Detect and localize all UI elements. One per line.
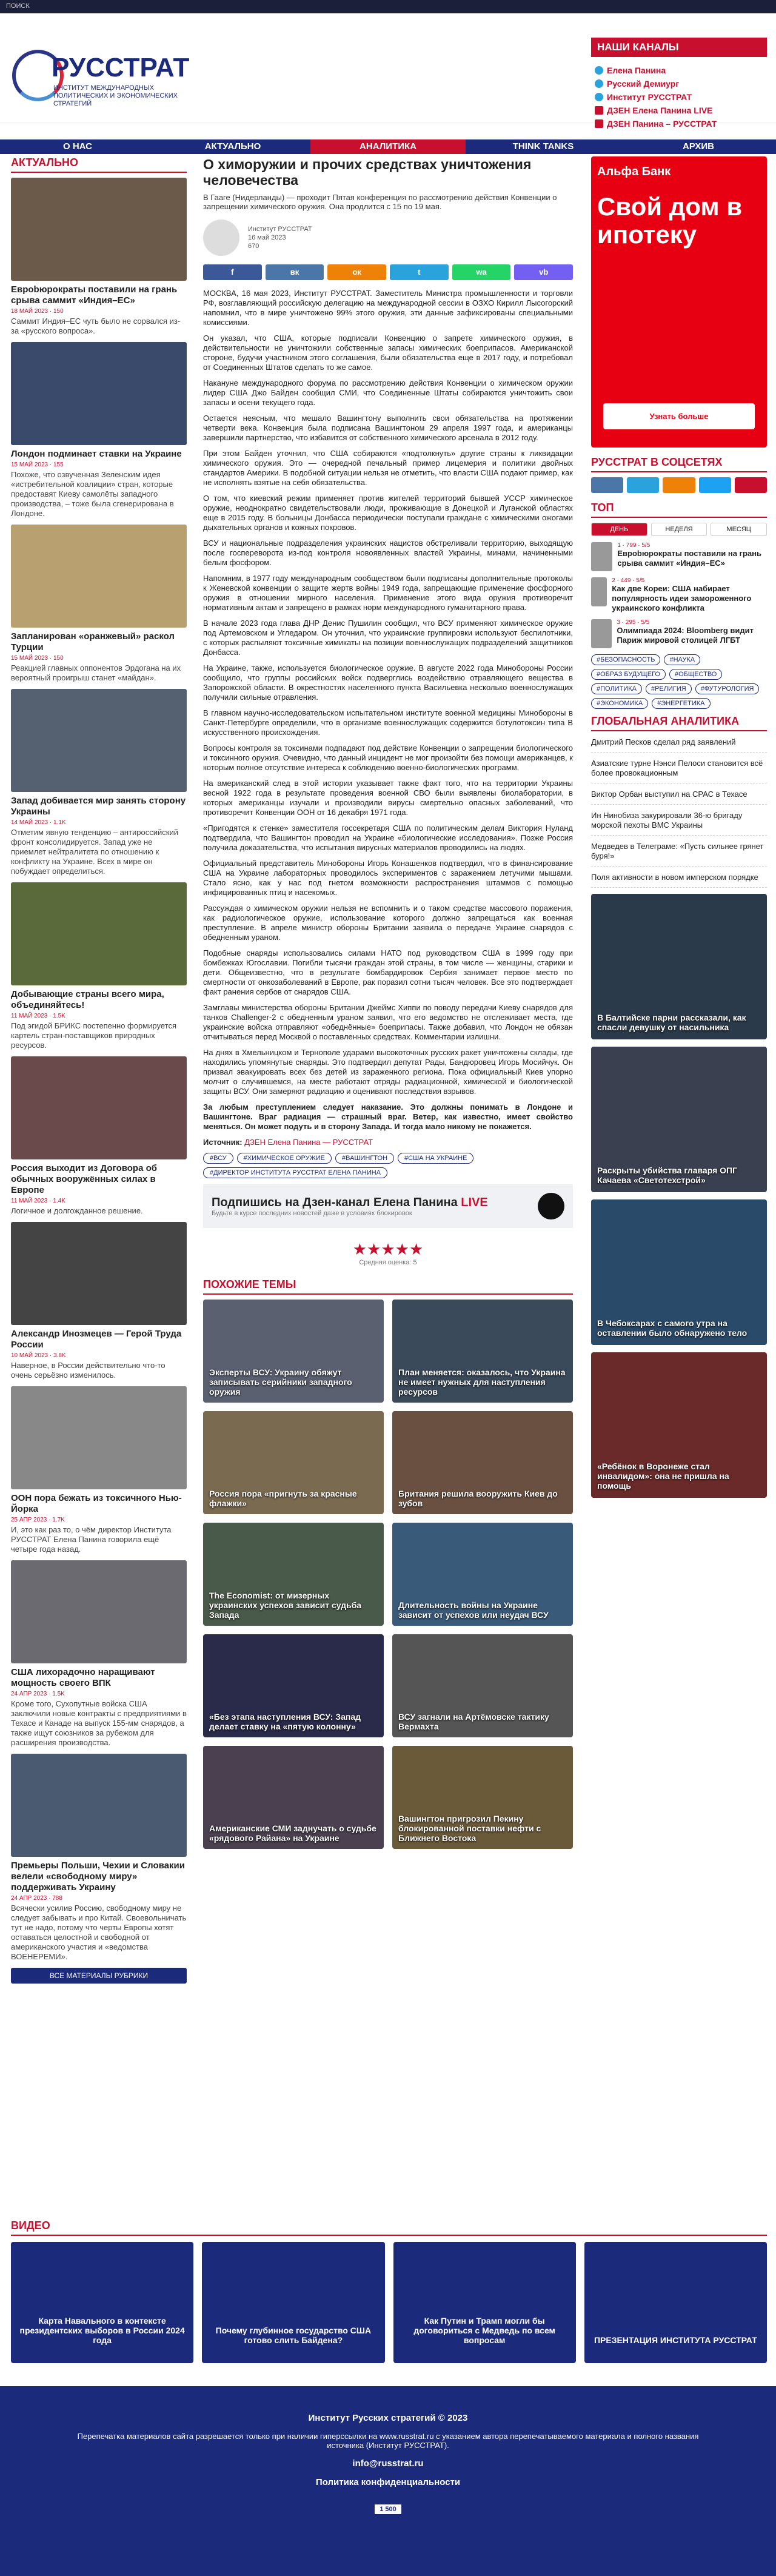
tag[interactable]: #ДИРЕКТОР ИНСТИТУТА РУССТРАТ ЕЛЕНА ПАНИНА	[203, 1167, 387, 1178]
top-meta: 799 · 5/5	[626, 542, 651, 549]
news-image[interactable]	[11, 1754, 187, 1857]
similar-title-text[interactable]: «Без этапа наступления ВСУ: Запад делает ставку на «пятую колонну»	[209, 1712, 361, 1731]
news-meta: 14 МАЙ 2023 · 1.1K	[11, 819, 66, 826]
logo-subtitle: ИНСТИТУТ МЕЖДУНАРОДНЫХ ПОЛИТИЧЕСКИХ И ЭКОНОМИЧЕСКИХ СТРАТЕГИЙ	[53, 84, 178, 107]
twitter-icon[interactable]	[699, 477, 731, 493]
right-card-title[interactable]: В Балтийске парни рассказали, как спасли девушку от насильника	[597, 1013, 746, 1032]
tag[interactable]: #ЭКОНОМИКА	[591, 698, 648, 709]
share-button[interactable]: wa	[452, 264, 511, 280]
channel-link[interactable]	[595, 106, 763, 115]
telegram-icon	[595, 66, 603, 75]
article-paragraph: Подобные снаряды использовались силами НАТО под руководством США в 1999 году при бомбежках Югославии. Погибли тысячи граждан этой страны, в том числе — женщины, старики и дети. Общеизвестно, что в результате бомбардировок Сербия занимает первое место по смертности от онкозаболеваний в Европе, рак поразил сотни тысяч человек. Все это подтверждает факт ранения сербов от снарядов США.	[203, 948, 573, 996]
author-avatar	[203, 220, 239, 256]
channel-label: Елена Панина	[607, 65, 666, 75]
channel-label: ДЗЕН Елена Панина LIVE	[607, 106, 713, 115]
global-item[interactable]: Виктор Орбан выступил на СРАС в Техасе	[591, 790, 767, 805]
similar-card[interactable]	[203, 1634, 384, 1737]
share-button[interactable]: ок	[327, 264, 386, 280]
news-meta: 24 АПР 2023 · 1.5K	[11, 1691, 65, 1697]
footer-rights: Перепечатка материалов сайта разрешается только при наличии гиперссылки на www.russtrat.ru с указанием автора перепечатываемого материала и полного названия источника (Институт РУССТРАТ).	[77, 2432, 699, 2450]
left-news-card[interactable]	[11, 882, 187, 1050]
news-meta: 11 МАЙ 2023 · 1.5K	[11, 1013, 65, 1019]
news-title[interactable]: Россия выходит из Договора об обычных вооружённых силах в Европе	[11, 1163, 158, 1195]
similar-title-text[interactable]: Вашингтон пригрозил Пекину блокированной поставки нефти с Ближнего Востока	[398, 1814, 541, 1843]
similar-grid	[203, 1300, 573, 1849]
top-meta: 449 · 5/5	[620, 577, 645, 584]
ad-banner[interactable]	[591, 156, 767, 448]
video-title-text[interactable]: Карта Навального в контексте президентских выборов в России 2024 года	[19, 2316, 185, 2345]
article-views: 670	[248, 243, 259, 250]
similar-title-text[interactable]: Эксперты ВСУ: Украину обяжут записывать серийники западного оружия	[209, 1367, 352, 1397]
global-item[interactable]: Ин Нинобиза закурировали 36-ю бригаду морской пехоты ВМС Украины	[591, 811, 767, 836]
similar-title-text[interactable]: Россия пора «пригнуть за красные флажки»	[209, 1489, 357, 1508]
similar-card[interactable]	[203, 1746, 384, 1849]
similar-title-text[interactable]: ВСУ загнали на Артёмовске тактику Вермахта	[398, 1712, 549, 1731]
right-card-title[interactable]: Раскрыты убийства главаря ОПГ Качаева «Светотехстрой»	[597, 1166, 738, 1185]
similar-card[interactable]	[392, 1300, 573, 1403]
left-news-card[interactable]	[11, 1222, 187, 1380]
footer-counter: 1 500	[375, 2504, 401, 2514]
article-paragraph: При этом Байден уточнил, что США собираются «подтолкнуть» другие страны к ликвидации химического оружия. Это — очередной печальный пример лицемерия и политики двойных стандартов Америки. В подобной ситуации нельзя не отметить, что власти США подают пример, как не исполнять взятые на себя обязательства.	[203, 449, 573, 487]
rating-text: Средняя оценка: 5	[359, 1259, 417, 1266]
video-title-text[interactable]: Почему глубинное государство США готово слить Байдена?	[215, 2326, 372, 2345]
news-title[interactable]: Запланирован «оранжевый» раскол Турции	[11, 631, 175, 652]
footer-email[interactable]: info@russtrat.ru	[352, 2458, 424, 2469]
dzen-icon	[595, 119, 603, 128]
news-title[interactable]: Премьеры Польши, Чехии и Словакии велели «свободному миру» поддерживать Украину	[11, 1860, 185, 1893]
similar-card[interactable]	[392, 1634, 573, 1737]
rss-icon[interactable]	[735, 477, 767, 493]
article-paragraph: МОСКВА, 16 мая 2023, Институт РУССТРАТ. Заместитель Министра промышленности и торговли РФ, возглавляющий российскую делегацию на международной сессии в ОЗХО Кирилл Лысогорский напомнил, что в мире уничтожено 99% этого оружия, эти данные зафиксированы специальными комиссиями.	[203, 289, 573, 327]
top-item[interactable]: 1 · 799 · 5/5 Еврobюрократы поставили на грань срыва саммит «Индия–ЕС»	[591, 542, 767, 571]
video-card[interactable]	[393, 2242, 576, 2363]
news-desc: И, это как раз то, о чём директор Института РУССТРАТ Елена Панина говорила ещё четыре года назад.	[11, 1525, 172, 1554]
similar-title-text[interactable]: Длительность войны на Украине зависит от успехов или неудач ВСУ	[398, 1600, 549, 1620]
share-button[interactable]: t	[390, 264, 449, 280]
news-desc: Реакцией главных оппонентов Эрдогана на их вероятный проигрыш станет «майдан».	[11, 663, 181, 682]
tag[interactable]: #ВСУ	[203, 1153, 233, 1164]
tag[interactable]: #БЕЗОПАСНОСТЬ	[591, 654, 660, 665]
similar-card[interactable]	[392, 1746, 573, 1849]
similar-title-text[interactable]: План меняется: оказалось, что Украина не имеет нужных для наступления ресурсов	[398, 1367, 566, 1397]
news-desc: Отметим явную тенденцию – антироссийский фронт консолидируется. Запад уже не приемлет нейтралитета по отношению к конфликту на Украине. Всех в мире он побуждает определиться.	[11, 828, 178, 876]
nav-item[interactable]: АКТУАЛЬНО	[204, 141, 261, 152]
global-tags	[591, 654, 767, 709]
tag[interactable]: #ВАШИНГТОН	[335, 1153, 394, 1164]
left-news-card[interactable]	[11, 1754, 187, 1962]
news-desc: Саммит Индия–ЕС чуть было не сорвался из-за «русского вопроса».	[11, 317, 181, 335]
news-title[interactable]: ООН пора бежать из токсичного Нью-Йорка	[11, 1493, 182, 1514]
ok-icon[interactable]	[663, 477, 695, 493]
top-rank: 3	[617, 619, 620, 626]
news-title[interactable]: Запад добивается мир занять сторону Украины	[11, 796, 186, 817]
news-image[interactable]	[11, 1056, 187, 1159]
footer-copy: Институт Русских стратегий © 2023	[308, 2413, 468, 2423]
left-news-card[interactable]	[11, 1056, 187, 1216]
nav-item[interactable]: АНАЛИТИКА	[310, 139, 466, 154]
rating[interactable]	[203, 1240, 573, 1266]
channels-title: НАШИ КАНАЛЫ	[591, 38, 767, 57]
source-label: Источник:	[203, 1138, 242, 1147]
article-paragraph: Он указал, что США, которые подписали Конвенцию о запрете химического оружия, в действительности не уничтожили собственные запасы химических боеприпасов. Американской стороне, будучи участником этого соглашения, были обязательства еще в 2017 году, и потребовал от Соединенных Штатов сделать то же самое.	[203, 334, 573, 372]
global-item[interactable]: Дмитрий Песков сделал ряд заявлений	[591, 737, 767, 753]
top-title-text[interactable]: Олимпиада 2024: Bloomberg видит Париж мировой столицей ЛГБТ	[617, 626, 754, 645]
global-item[interactable]: Поля активности в новом имперском порядке	[591, 873, 767, 888]
top-thumb[interactable]	[591, 577, 607, 606]
global-item[interactable]: Азиатские турне Нэнси Пелоси становится всё более провокационным	[591, 759, 767, 783]
nav-item[interactable]: THINK TANKS	[512, 141, 574, 152]
article-tags	[203, 1153, 573, 1178]
channel-label: Русский Демиург	[607, 79, 680, 89]
article-body	[203, 289, 573, 1132]
article-paragraph: Вопросы контроля за токсинами подпадают под действие Конвенции о запрещении биологического и токсинного оружия. Очевидно, что данный инцидент не мог произойти без помощи американцев, к которым полное отсутствие интереса к соблюдению военно-биологических программ.	[203, 743, 573, 772]
left-news-card[interactable]	[11, 178, 187, 336]
top-item[interactable]: 3 · 295 · 5/5 Олимпиада 2024: Bloomberg видит Париж мировой столицей ЛГБТ	[591, 619, 767, 648]
dzen-icon	[538, 1193, 564, 1219]
news-title[interactable]: Лондон подминает ставки на Украине	[11, 449, 182, 459]
news-title[interactable]: Добывающие страны всего мира, объединяйтесь!	[11, 989, 164, 1010]
site-logo[interactable]	[12, 47, 206, 113]
dzen-subscribe[interactable]	[203, 1184, 573, 1228]
article-paragraph: На днях в Хмельницком и Тернополе ударами высокоточных русских ракет уничтожены склады, где находились упомянутые снаряды. Это подтвердил депутат Рады, Бандюровец Игорь Мосийчук. Он призвал эвакуировать всех без детей из зараженного региона. Пока официальный Киев упорно молчит о случившемся, на месте работают отряды радиационной, химической и биологической защиты ВСУ. Они замеряют радиацию и оценивают последствия взрывов.	[203, 1048, 573, 1096]
article-paragraph: «Пригодятся к стенке» заместителя госсекретаря США по политическим делам Виктория Нуланд подтвердила, что Вашингтон проводил на Украине «биологические исследования». Позже Россия получила доказательства, что испытания вирусных материалов проводились на людях.	[203, 823, 573, 852]
channel-link[interactable]	[595, 65, 763, 75]
news-image[interactable]	[11, 178, 187, 281]
news-image[interactable]	[11, 342, 187, 445]
top-rank: 2	[612, 577, 615, 584]
top-item[interactable]: 2 · 449 · 5/5 Как две Кореи: США набирает популярность идеи замороженного украинского конфликта	[591, 577, 767, 613]
top-title-text[interactable]: Как две Кореи: США набирает популярность идеи замороженного украинского конфликта	[612, 584, 752, 612]
tag[interactable]: #ЭНЕРГЕТИКА	[652, 698, 710, 709]
similar-card[interactable]	[392, 1411, 573, 1514]
news-image[interactable]	[11, 1560, 187, 1663]
top-thumb[interactable]	[591, 542, 612, 571]
top-tabs	[591, 523, 767, 536]
social-title: РУССТРАТ В СОЦСЕТЯХ	[591, 456, 767, 472]
article-paragraph: В начале 2023 года глава ДНР Денис Пушилин сообщил, что ВСУ применяют химическое оружие под Артемовском и Угледаром. Он уточнил, что украинские группировки используют беспилотники, с которых распыляют токсичные химикаты на позиции военнослужащих подразделений защитников Донбасса.	[203, 619, 573, 657]
article-paragraph: Напомним, в 1977 году международным сообществом были подписаны дополнительные протоколы к Женевской конвенции о защите жертв войны 1949 года, запрещающие применение фосфорного оружия в отношении мирного населения. Применение этого вида оружия противоречит нормативным актам и запрещено в рамках норм международного гуманитарного права.	[203, 574, 573, 612]
similar-title-text[interactable]: Британия решила вооружить Киев до зубов	[398, 1489, 558, 1508]
news-meta: 24 АПР 2023 · 788	[11, 1895, 62, 1902]
news-title[interactable]: Александр Инозмецев — Герой Труда России	[11, 1329, 182, 1350]
dzen-live: LIVE	[461, 1195, 488, 1209]
tag[interactable]: #ФУТУРОЛОГИЯ	[695, 683, 760, 694]
similar-card[interactable]	[203, 1523, 384, 1626]
news-desc: Наверное, в России действительно что-то очень серьёзно изменилось.	[11, 1361, 166, 1380]
all-materials-button[interactable]: ВСЕ МАТЕРИАЛЫ РУБРИКИ	[11, 1968, 187, 1984]
similar-title: ПОХОЖИЕ ТЕМЫ	[203, 1278, 573, 1295]
telegram-icon	[595, 93, 603, 101]
nav-item[interactable]: АРХИВ	[683, 141, 714, 152]
news-image[interactable]	[11, 1386, 187, 1489]
global-title: ГЛОБАЛЬНАЯ АНАЛИТИКА	[591, 715, 767, 731]
news-meta: 11 МАЙ 2023 · 1.4K	[11, 1198, 65, 1204]
tag[interactable]: #ОБЩЕСТВО	[669, 669, 722, 680]
rating-stars[interactable]: ★★★★★	[352, 1240, 424, 1258]
share-button[interactable]: вк	[266, 264, 324, 280]
news-desc: Логичное и долгожданное решение.	[11, 1206, 143, 1215]
top-tab[interactable]: МЕСЯЦ	[711, 523, 767, 536]
main-nav	[0, 139, 776, 154]
channel-link[interactable]	[595, 119, 763, 129]
article	[203, 156, 573, 1849]
news-title[interactable]: Еврobюрократы поставили на грань срыва саммит «Индия–ЕС»	[11, 284, 178, 306]
news-image[interactable]	[11, 882, 187, 985]
logo-name: РУССТРАТ	[52, 53, 190, 82]
news-image[interactable]	[11, 525, 187, 628]
social-bar	[591, 477, 767, 493]
similar-card[interactable]	[203, 1300, 384, 1403]
news-meta: 15 МАЙ 2023 · 150	[11, 655, 64, 662]
article-date: 16 май 2023	[248, 234, 286, 241]
left-column	[11, 156, 187, 1984]
similar-title-text[interactable]: Американские СМИ заднучать о судьбе «рядового Райана» на Украине	[209, 1823, 376, 1843]
our-channels	[591, 38, 767, 137]
left-news-card[interactable]	[11, 1560, 187, 1748]
top-meta: 295 · 5/5	[625, 619, 650, 626]
tag[interactable]: #ХИМИЧЕСКОЕ ОРУЖИЕ	[237, 1153, 332, 1164]
channel-link[interactable]	[595, 79, 763, 89]
news-meta: 15 МАЙ 2023 · 155	[11, 461, 64, 468]
dzen-icon	[595, 106, 603, 115]
footer	[0, 2386, 776, 2576]
tag[interactable]: #ОБРАЗ БУДУЩЕГО	[591, 669, 666, 680]
tag[interactable]: #РЕЛИГИЯ	[646, 683, 692, 694]
news-desc: Кроме того, Сухопутные войска США заключили новые контракты с предприятиями в Техасе и Канаде на выпуск 155-мм снарядов, а также ищут союзников за рубежом для расширения производства.	[11, 1699, 187, 1747]
right-card-title[interactable]: В Чебоксарах с самого утра на оставлении было обнаружено тело	[597, 1318, 748, 1338]
global-item[interactable]: Медведев в Телеграме: «Пусть сильнее грянет буря!»	[591, 842, 767, 867]
video-title-text[interactable]: ПРЕЗЕНТАЦИЯ ИНСТИТУТА РУССТРАТ	[594, 2335, 757, 2345]
news-desc: Похоже, что озвученная Зеленским идея «истребительной коалиции» стран, которые предоставят Киеву самолёты западного производства, – тоже была сгенерирована в Лондоне.	[11, 470, 174, 518]
left-news-card[interactable]	[11, 689, 187, 876]
article-paragraph: За любым преступлением следует наказание. Это должны понимать в Лондоне и Вашингтоне. Враг радиация — страшный враг. Ветер, как известно, имеет свойство меняться. Он может подуть и в сторону Запада. И тогда мало никому не покажется.	[203, 1102, 573, 1131]
top-rank: 1	[617, 542, 621, 549]
news-title[interactable]: США лихорадочно наращивают мощность своего ВПК	[11, 1667, 155, 1688]
ad-brand: Альфа Банк	[597, 165, 671, 178]
right-card-title[interactable]: «Ребёнок в Воронеже стал инвалидом»: она не пришла на помощь	[597, 1461, 729, 1491]
telegram-icon[interactable]	[627, 477, 659, 493]
left-news-card[interactable]	[11, 1386, 187, 1554]
article-paragraph: Остается неясным, что мешало Вашингтону выполнить свои обязательства на протяжении четверти века. Конвенция была подписана Вашингтоном 29 апреля 1997 года, и американцы завершили партнерство, что избавится от собственного химического арсенала в 2012 году.	[203, 414, 573, 442]
video-card[interactable]	[202, 2242, 384, 2363]
top-title: ТОП	[591, 501, 767, 518]
left-news-card[interactable]	[11, 525, 187, 683]
video-title-text[interactable]: Как Путин и Трамп могли бы договориться с Медведь по всем вопросам	[413, 2316, 555, 2345]
ad-text: Свой дом в ипотеку	[597, 192, 743, 249]
dzen-sub: Будьте в курсе последних новостей даже в условиях блокировок	[212, 1209, 412, 1217]
dzen-title: Подпишись на Дзен-канал Елена Панина	[212, 1195, 458, 1209]
similar-card[interactable]	[203, 1411, 384, 1514]
footer-privacy[interactable]: Политика конфиденциальности	[315, 2477, 461, 2487]
article-paragraph: Замглавы министерства обороны Британии Джеймс Хиппи по поводу передачи Киеву снарядов для танков Challenger-2 с обедненным ураном заявил, что его ведомство не отслеживает места, где украинские войска отправляют «обеднённые» боеприпасы. Также добавил, что Лондон не обязан отчитываться перед Москвой о поставленных средствах. Комментарии излишни.	[203, 1003, 573, 1041]
right-news-card[interactable]	[591, 1199, 767, 1345]
news-meta: 10 МАЙ 2023 · 3.8K	[11, 1352, 66, 1359]
channel-label: Институт РУССТРАТ	[607, 92, 692, 102]
news-meta: 25 АПР 2023 · 1.7K	[11, 1517, 65, 1523]
topbar	[0, 0, 776, 13]
nav-item[interactable]: О НАС	[63, 141, 92, 152]
news-image[interactable]	[11, 1222, 187, 1325]
news-desc: Под эгидой БРИКС постепенно формируется картель стран-поставщиков природных ресурсов.	[11, 1021, 176, 1050]
top-thumb[interactable]	[591, 619, 612, 648]
channel-link[interactable]	[595, 92, 763, 102]
video-card[interactable]	[11, 2242, 193, 2363]
right-news-card[interactable]	[591, 894, 767, 1039]
similar-title-text[interactable]: The Economist: от мизерных украинских успехов зависит судьба Запада	[209, 1591, 362, 1620]
right-news-card[interactable]	[591, 1352, 767, 1498]
top-tab[interactable]: ДЕНЬ	[591, 523, 647, 536]
right-news-card[interactable]	[591, 1047, 767, 1192]
similar-card[interactable]	[392, 1523, 573, 1626]
article-paragraph: ВСУ и национальные подразделения украинских нацистов обстреливали территорию, выходящую после госпереворота из-под контроля новоявленных властей Украины, минами, начиненными белым фосфором.	[203, 538, 573, 567]
news-image[interactable]	[11, 689, 187, 792]
author-name[interactable]: Институт РУССТРАТ	[248, 226, 312, 233]
article-paragraph: Официальный представитель Минобороны Игорь Конашенков подтвердил, что в финансирование США на Украине лабораторных проводилось экспериментов с заражением летучими мышами. Стало ясно, как у нас под гнетом возможности распространения штаммов с помощью инфицированных птиц и насекомых.	[203, 859, 573, 897]
news-meta: 18 МАЙ 2023 · 150	[11, 308, 64, 315]
source-link[interactable]: ДЗЕН Елена Панина — РУССТРАТ	[244, 1138, 373, 1147]
article-paragraph: Накануне международного форума по рассмотрению действия Конвенции о химическом оружии лидер США Джо Байден сообщил СМИ, что Соединенные Штаты собираются уничтожить свои запасы и осени текущего года.	[203, 378, 573, 407]
actual-title: АКТУАЛЬНО	[11, 156, 187, 173]
telegram-icon	[595, 79, 603, 88]
header	[0, 13, 776, 129]
news-desc: Всячески усилив Россию, свободному миру не следует забывать и про Китай. Своевольничать тут не надо, потому что черты Европы хотят оставаться целостной и свободной от американского участия и «ведомства ВОЕНЕРЕМИ».	[11, 1903, 187, 1961]
search-link[interactable]: ПОИСК	[6, 2, 30, 10]
tag[interactable]: #США НА УКРАИНЕ	[398, 1153, 473, 1164]
article-paragraph: На американский след в этой истории указывает также факт того, что на территории Украины весной 1922 года в результате проведения военной СВО были выявлены биолаборатории, в которых американцы изучали и производили вирусы смертельно опасных заболеваний, что противоречит Конвенции ООН от 16 декабря 1971 года.	[203, 779, 573, 817]
tag[interactable]: #НАУКА	[664, 654, 700, 665]
author-block	[203, 220, 573, 256]
video-section	[11, 2219, 767, 2363]
article-paragraph: В главном научно-исследовательском испытательном институте военной медицины Минобороны в Санкт-Петербурге определили, что в организме военнослужащих содержится ботулотоксин типа В искусственного происхождения.	[203, 708, 573, 737]
tag[interactable]: #ПОЛИТИКА	[591, 683, 642, 694]
article-paragraph: Рассуждая о химическом оружии нельзя не вспомнить и о таком средстве массового поражения, как радиологическое оружие, использование которого должно запрещаться как военная преступление. В апреле министр обороны Британии заявила о передаче Украине снарядов с обедненным ураном.	[203, 904, 573, 942]
article-lead: В Гааге (Нидерланды) — проходит Пятая конференция по рассмотрению действия Конвенции о запрещении химического оружия. Она продлится с 15 по 19 мая.	[203, 193, 557, 211]
share-bar	[203, 264, 573, 280]
article-paragraph: На Украине, также, используется биологическое оружие. В августе 2022 года Минобороны России сообщило, что группы российских войск подверглись воздействию отравляющего вещества в Запорожской области. В окрестностях населенного пункта Васильевка несколько военнослужащих получили сильные отравления.	[203, 663, 573, 702]
channel-label: ДЗЕН Панина – РУССТРАТ	[607, 119, 717, 129]
ad-button[interactable]: Узнать больше	[603, 403, 755, 429]
article-title: О химоружии и прочих средствах уничтожения человечества	[203, 156, 532, 188]
vk-icon[interactable]	[591, 477, 623, 493]
left-news-card[interactable]	[11, 342, 187, 518]
share-button[interactable]: f	[203, 264, 262, 280]
article-paragraph: О том, что киевский режим применяет против жителей территорий бывшей УССР химическое оружие, неоднократно свидетельствовали люди, проживающие в Донецкой и Луганской областях еще в 2015 году. В больницы Донбасса периодически поступали граждане с химическими ожогами дыхательных органов и кожных покровов.	[203, 494, 573, 532]
top-title-text[interactable]: Еврobюрократы поставили на грань срыва саммит «Индия–ЕС»	[617, 549, 761, 568]
video-card[interactable]	[584, 2242, 767, 2363]
top-tab[interactable]: НЕДЕЛЯ	[651, 523, 707, 536]
share-button[interactable]: vb	[514, 264, 573, 280]
video-title: ВИДЕО	[11, 2219, 767, 2236]
right-column	[591, 156, 767, 1505]
